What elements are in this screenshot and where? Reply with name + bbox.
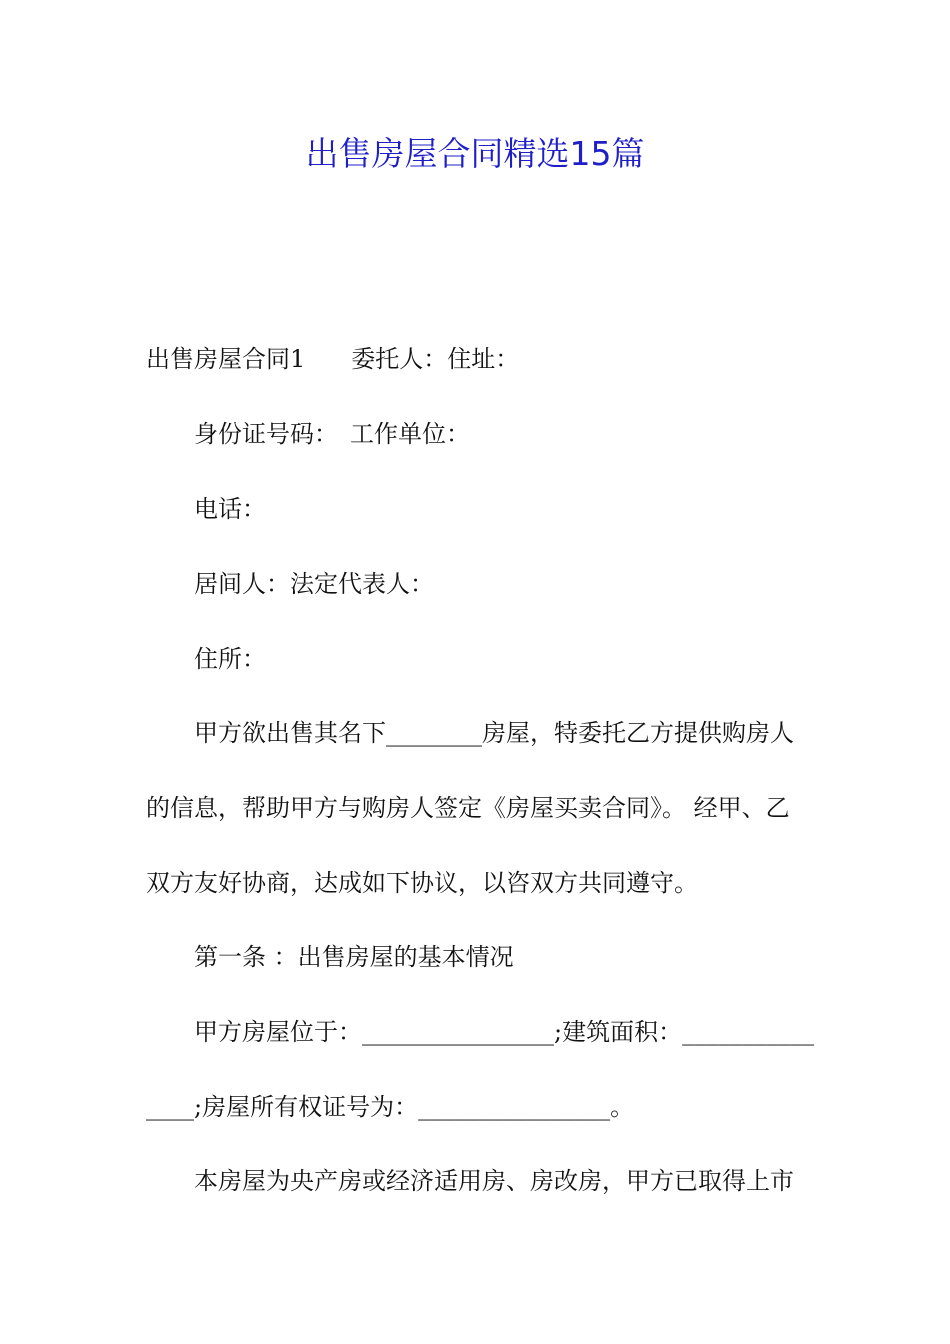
- phone-label: 电话：: [194, 495, 266, 523]
- contract-heading: 出售房屋合同1: [146, 345, 306, 373]
- paragraph-1-line-1: 甲方欲出售其名下________房屋，特委托乙方提供购房人: [194, 719, 794, 747]
- id-number-label: 身份证号码：: [194, 420, 338, 448]
- document-title: 出售房屋合同精选15篇: [305, 134, 645, 173]
- article-1-heading: 第一条 ：出售房屋的基本情况: [194, 943, 514, 971]
- paragraph-2-line-1: 本房屋为央产房或经济适用房、房改房，甲方已取得上市: [194, 1167, 794, 1195]
- location-line-1: 甲方房屋位于：________________;建筑面积：___________: [194, 1018, 815, 1046]
- principal-address-label: 委托人：住址：: [351, 345, 520, 373]
- contract-heading-line: [146, 342, 810, 376]
- location-line-2: ____;房屋所有权证号为：________________。: [146, 1093, 635, 1121]
- residence-label: 住所：: [194, 645, 266, 673]
- work-unit-label: 工作单位：: [350, 420, 470, 448]
- id-work-line: [194, 417, 858, 451]
- intermediary-label: 居间人：法定代表人：: [194, 570, 434, 598]
- paragraph-1-line-2: 的信息，帮助甲方与购房人签定《房屋买卖合同》。 经甲、乙: [146, 794, 790, 822]
- paragraph-1-line-3: 双方友好协商，达成如下协议，以咨双方共同遵守。: [146, 869, 698, 897]
